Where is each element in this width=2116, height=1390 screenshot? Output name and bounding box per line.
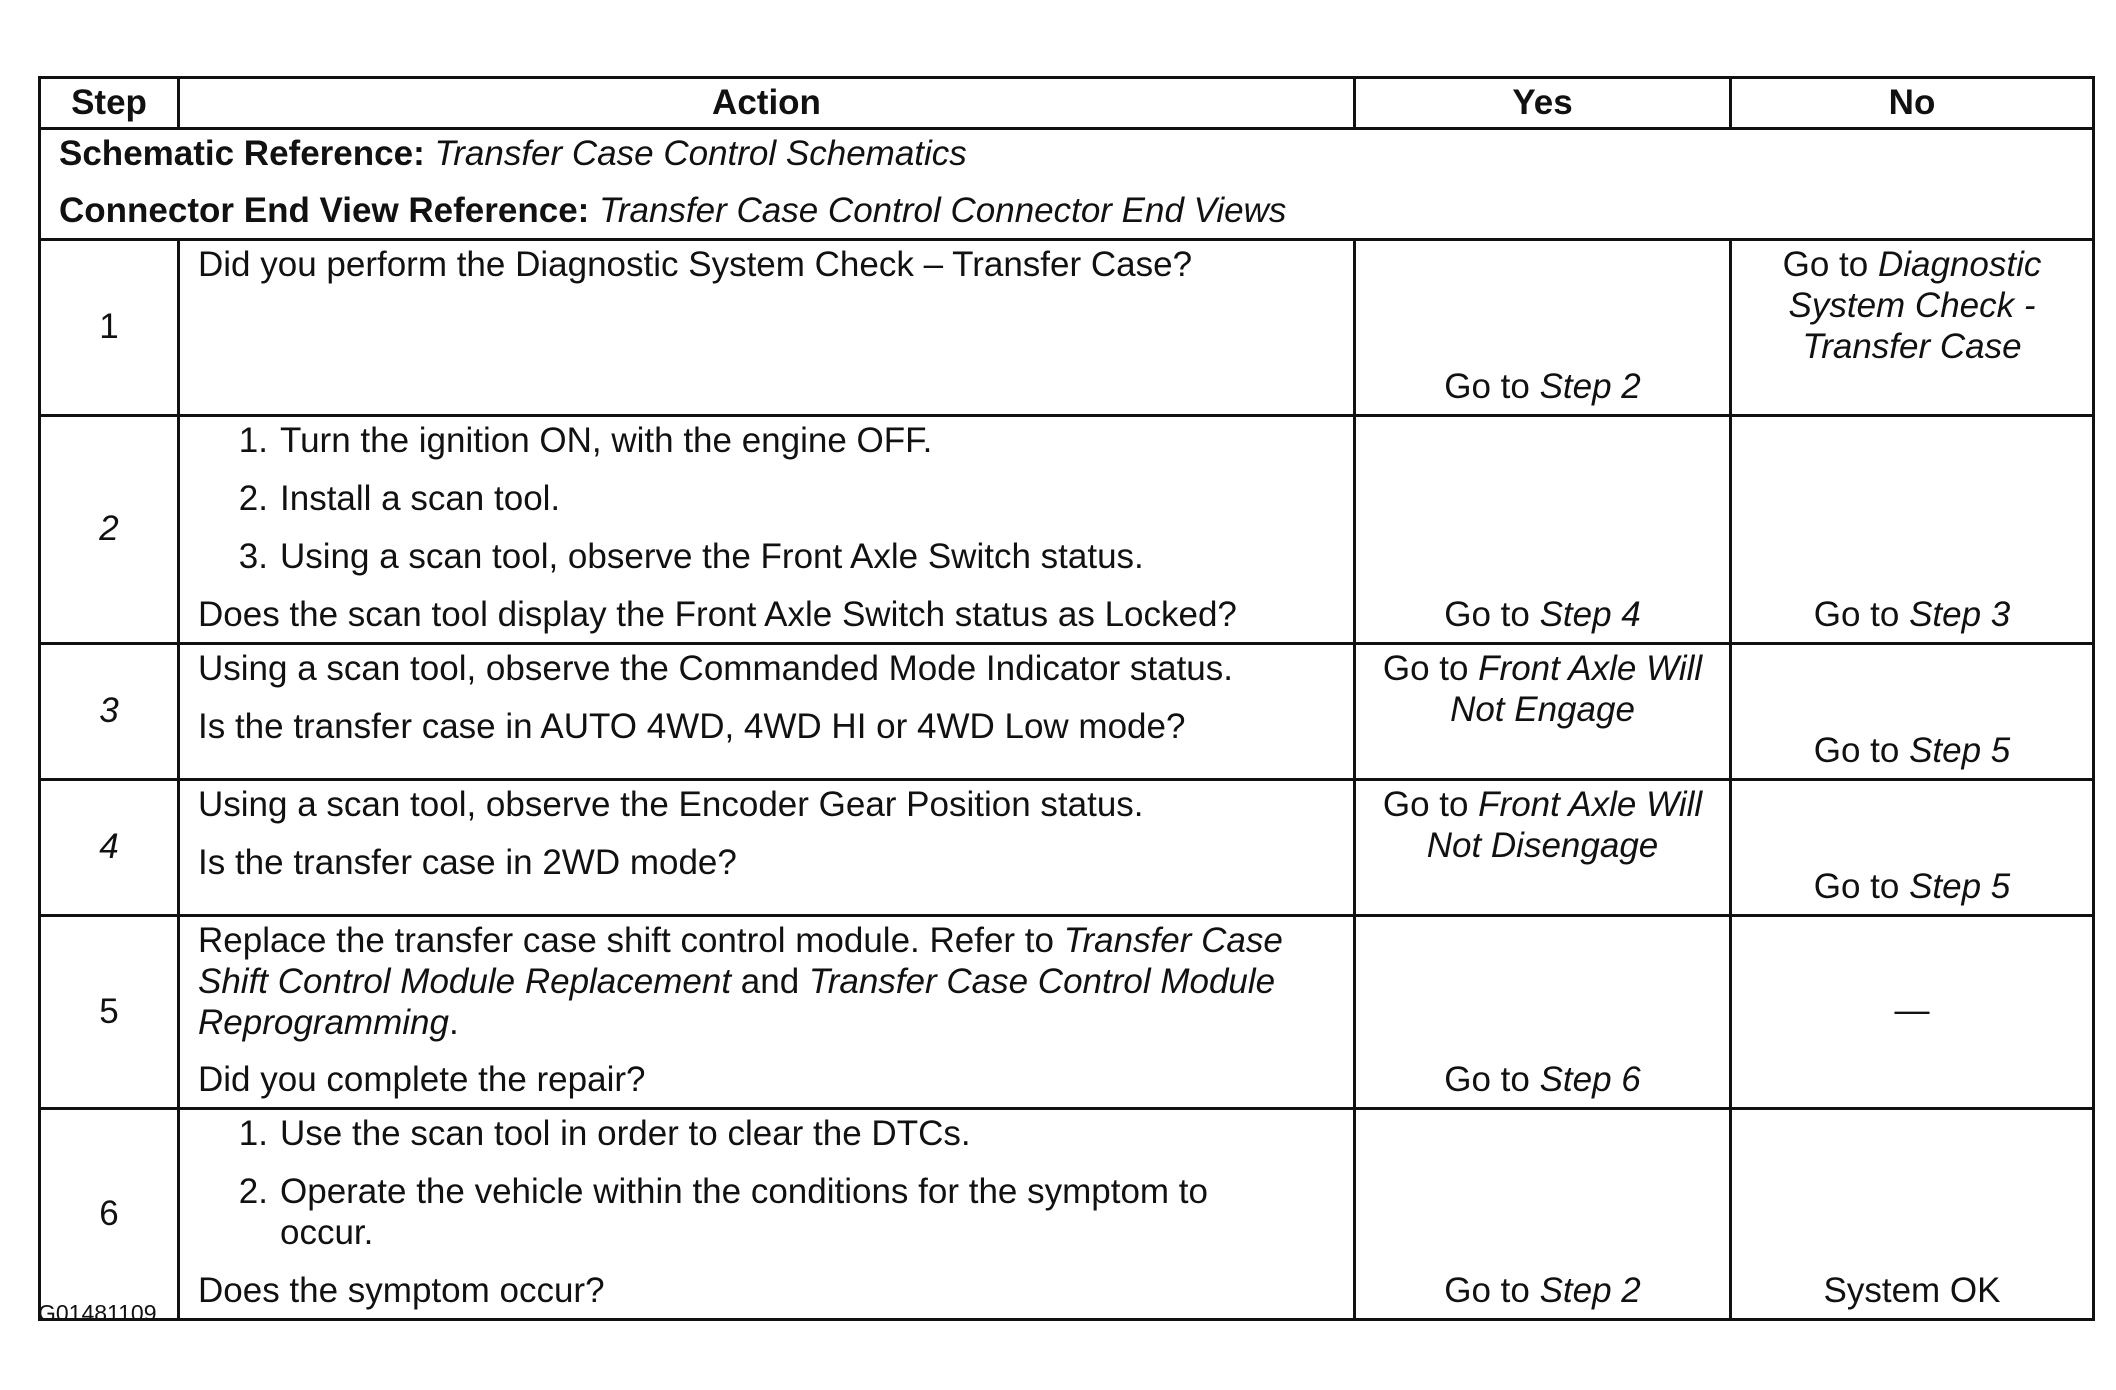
yes-link[interactable]: Front Axle Will Not Disengage: [1426, 784, 1703, 865]
action-step-number: 1.: [238, 1114, 268, 1154]
header-row: [40, 78, 2094, 129]
yes-cell: [1355, 643, 1731, 779]
diagnostic-table: [38, 76, 2095, 1321]
yes-link[interactable]: Step 2: [1539, 366, 1641, 406]
action-steps: [198, 1114, 1341, 1254]
action-text-part: .: [448, 1002, 459, 1042]
action-step-text: Turn the ignition ON, with the engine OFF.: [280, 420, 933, 460]
table-row: [40, 239, 2094, 415]
yes-cell: [1355, 915, 1731, 1109]
no-cell: System OK: [1731, 1109, 2094, 1320]
yes-cell: [1355, 415, 1731, 643]
no-content: [1734, 245, 2090, 368]
action-text-part: and: [731, 961, 809, 1001]
reference-row: [40, 129, 2094, 240]
no-cell: [1731, 643, 2094, 779]
connector-reference-label: Connector End View Reference:: [59, 190, 590, 230]
action-step: [198, 537, 1341, 578]
yes-prefix: Go to: [1382, 648, 1479, 688]
header-action: Action: [179, 78, 1355, 129]
connector-reference-link[interactable]: Transfer Case Control Connector End Views: [599, 190, 1287, 230]
header-step: Step: [40, 78, 179, 129]
yes-prefix: Go to: [1444, 366, 1540, 406]
table-row: [40, 779, 2094, 915]
no-link[interactable]: Diagnostic System Check - Transfer Case: [1788, 244, 2042, 366]
action-step-number: 1.: [238, 420, 268, 460]
no-link[interactable]: Step 5: [1909, 866, 2011, 906]
action-cell: [179, 239, 1355, 415]
action-question: Is the transfer case in 2WD mode?: [198, 842, 737, 882]
action-question: Did you perform the Diagnostic System Check – Transfer Case?: [198, 244, 1193, 284]
action-step-text: Operate the vehicle within the conditions for the symptom to occur.: [280, 1172, 1208, 1253]
action-question: Is the transfer case in AUTO 4WD, 4WD HI or 4WD Low mode?: [198, 706, 1186, 746]
action-question: Does the scan tool display the Front Axle Switch status as Locked?: [198, 594, 1237, 634]
no-cell: [1731, 779, 2094, 915]
action-text: Using a scan tool, observe the Encoder Gear Position status.: [198, 784, 1144, 824]
yes-link[interactable]: Step 4: [1539, 594, 1641, 634]
header-yes: Yes: [1355, 78, 1731, 129]
step-number: 4: [40, 779, 179, 915]
yes-link[interactable]: Step 2: [1539, 1271, 1641, 1311]
no-prefix: Go to: [1813, 866, 1910, 906]
action-question: Did you complete the repair?: [198, 1060, 646, 1100]
action-step-number: 3.: [238, 536, 268, 576]
action-text-part: Replace the transfer case shift control module. Refer to: [198, 920, 1064, 960]
no-cell: [1731, 415, 2094, 643]
action-cell: [179, 415, 1355, 643]
action-step: [198, 1172, 1341, 1254]
no-link[interactable]: Step 5: [1909, 730, 2011, 770]
table-row: [40, 643, 2094, 779]
no-cell: —: [1731, 915, 2094, 1109]
action-step-number: 2.: [238, 1172, 268, 1212]
connector-reference: [59, 191, 2074, 232]
action-text: Using a scan tool, observe the Commanded Mode Indicator status.: [198, 648, 1233, 688]
table-row: [40, 1109, 2094, 1320]
action-step-number: 2.: [238, 478, 268, 518]
step-number: 3: [40, 643, 179, 779]
action-step: [198, 1114, 1341, 1155]
schematic-reference-label: Schematic Reference:: [59, 134, 425, 173]
no-cell: [1731, 239, 2094, 415]
action-question: Does the symptom occur?: [198, 1271, 605, 1311]
action-step-text: Using a scan tool, observe the Front Axle Switch status.: [280, 536, 1144, 576]
action-steps: [198, 421, 1341, 578]
action-cell: [179, 1109, 1355, 1320]
yes-prefix: Go to: [1444, 1271, 1540, 1311]
action-step: [198, 421, 1341, 462]
yes-cell: [1355, 1109, 1731, 1320]
table-row: [40, 915, 2094, 1109]
action-text: [198, 921, 1341, 1044]
step-number: 6: [40, 1109, 179, 1320]
schematic-reference: [59, 134, 2074, 175]
schematic-reference-link[interactable]: Transfer Case Control Schematics: [434, 134, 967, 173]
action-step: [198, 479, 1341, 520]
step-number: 1: [40, 239, 179, 415]
step-number: 2: [40, 415, 179, 643]
header-no: No: [1731, 78, 2094, 129]
yes-prefix: Go to: [1444, 594, 1540, 634]
no-link[interactable]: Step 3: [1909, 594, 2011, 634]
yes-link[interactable]: Step 6: [1539, 1060, 1641, 1100]
action-cell: [179, 915, 1355, 1109]
action-link[interactable]: Transfer Case Shift Control Module Replacement: [198, 920, 1283, 1001]
action-step-text: Use the scan tool in order to clear the DTCs.: [280, 1114, 971, 1154]
no-prefix: Go to: [1813, 730, 1910, 770]
yes-link[interactable]: Front Axle Will Not Engage: [1450, 648, 1703, 729]
figure-id: G01481109: [38, 1300, 157, 1326]
no-prefix: Go to: [1782, 244, 1878, 284]
reference-cell: [40, 129, 2094, 240]
yes-cell: [1355, 239, 1731, 415]
step-number: 5: [40, 915, 179, 1109]
action-step-text: Install a scan tool.: [280, 478, 561, 518]
no-prefix: Go to: [1813, 594, 1910, 634]
yes-cell: [1355, 779, 1731, 915]
yes-prefix: Go to: [1382, 784, 1479, 824]
action-link[interactable]: Transfer Case Control Module Reprogramming: [198, 961, 1276, 1042]
action-cell: [179, 779, 1355, 915]
table-row: [40, 415, 2094, 643]
yes-prefix: Go to: [1444, 1060, 1540, 1100]
action-cell: [179, 643, 1355, 779]
